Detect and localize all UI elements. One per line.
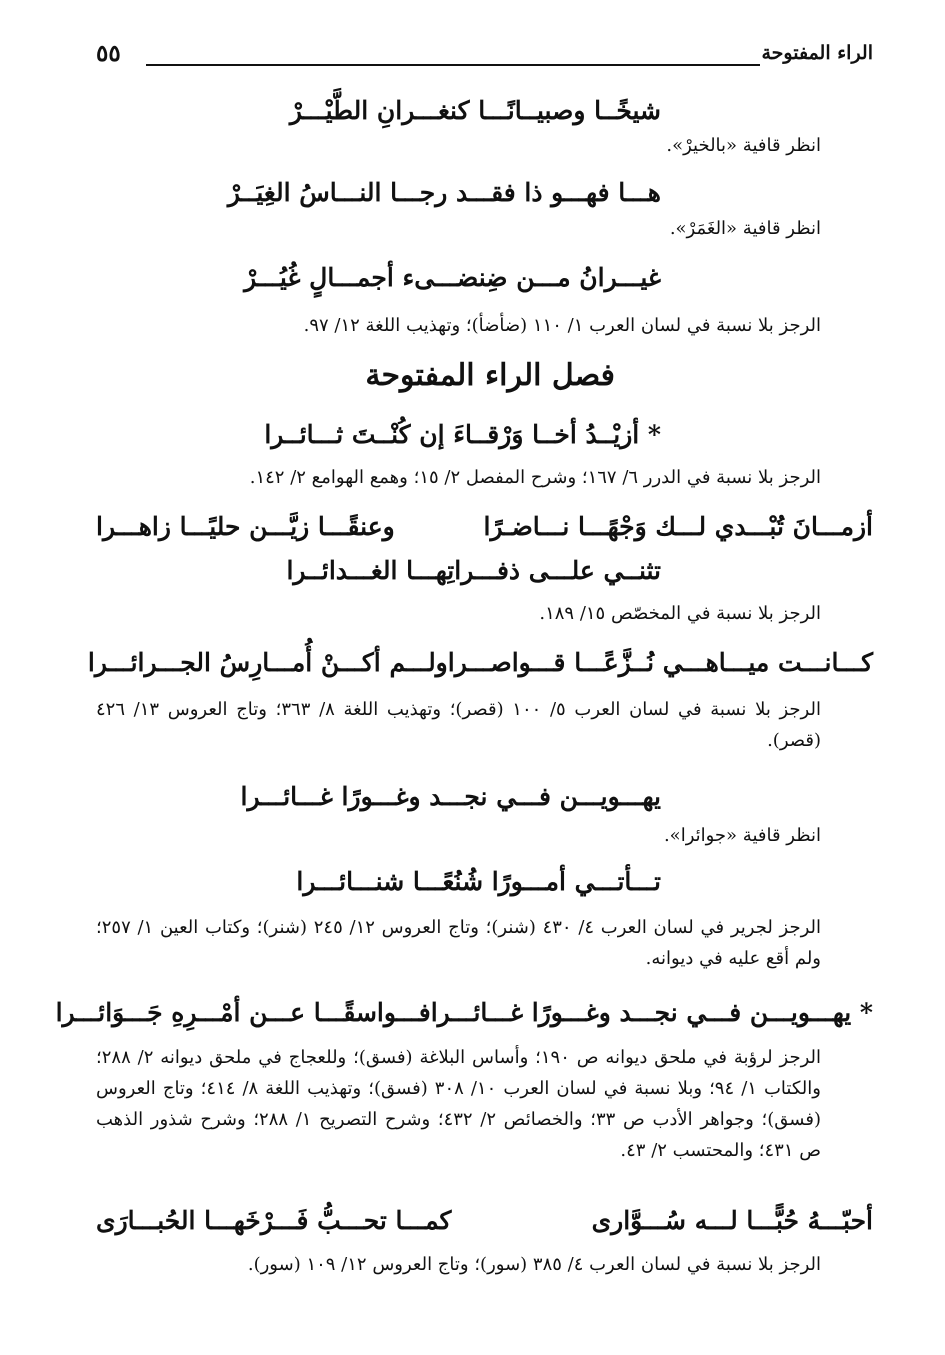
verse-hemistich-left: ولـــم أكـــنْ أُمـــارِسُ الجـــرائـــرا (87, 648, 448, 677)
verse-hemistich-right: كـــانـــت ميـــاهـــي نُــزَّعًـــا قـــواصـــرا (447, 648, 873, 677)
verse-hemistich-right: * يهـــويـــن فـــي نجـــد وغـــورًا غـــائـــرا (430, 998, 873, 1027)
reference-note: انظر قافية «الغَمَرْ». (669, 218, 821, 239)
verse-line: تثنــي علـــى ذفـــراتِهـــا الغـــدائــرا (286, 556, 661, 585)
header-rule (146, 64, 760, 66)
verse-couplet (96, 512, 873, 541)
verse-line: غيـــرانُ مـــن ضِنضـــىء أجمـــالٍ غُيُـــرْ (244, 263, 661, 292)
reference-note: انظر قافية «بالخيرْ». (666, 135, 821, 156)
reference-note: الرجز لرؤبة في ملحق ديوانه ص ١٩٠؛ وأساس البلاغة (فسق)؛ وللعجاج في ملحق ديوانه ٢/ ٢٨٨؛ والكتاب ١/ ٩٤؛ وبلا نسبة في لسان العرب ١٠/ ٣٠٨ (فسق)؛ وتهذيب اللغة ٨/ ٤١٤؛ وتاج العروس (فسق)؛ وجواهر الأدب ص ٣٣؛ والخصائص ٢/ ٤٣٢؛ وشرح التصريح ١/ ٢٨٨؛ وشرح شذور الذهب ص ٤٣١؛ والمحتسب ٢/ ٤٣. (96, 1047, 821, 1161)
verse-hemistich-right: أزمـــانَ تُبْـــدي لـــك وَجْهًـــا نـــاضـرًا (483, 512, 873, 541)
verse-line: * أزيْــدُ أخــا وَرْقــاءَ إن كُنْــتَ ثـــائــرا (264, 420, 661, 449)
page-number: ٥٥ (96, 40, 121, 67)
verse-line: تـــأتـــي أمـــورًا شُنُعًـــا شنـــائـــرا (296, 867, 661, 896)
reference-note: الرجز بلا نسبة في المخصّص ١٥/ ١٨٩. (539, 603, 821, 624)
verse-hemistich-right: أحبّـــهُ حُبًّـــا لـــه سُـــوَّارى (591, 1206, 873, 1235)
verse-hemistich-left: فـــواسقًـــا عـــن أمْـــرِهِ جَـــوَائـــرا (55, 998, 431, 1027)
reference-note: الرجز بلا نسبة في لسان العرب ٥/ ١٠٠ (قصر)؛ وتهذيب اللغة ٨/ ٣٦٣؛ وتاج العروس ١٣/ ٤٢٦ (قصر). (96, 699, 821, 751)
verse-line: يهـــويـــن فـــي نجـــد وغـــورًا غـــائـــرا (240, 782, 661, 811)
reference-note: الرجز لجرير في لسان العرب ٤/ ٤٣٠ (شنر)؛ وتاج العروس ١٢/ ٢٤٥ (شنر)؛ وكتاب العين ١/ ٢٥٧؛ ولم أقع عليه في ديوانه. (96, 917, 822, 969)
reference-note: الرجز بلا نسبة في الدرر ٦/ ١٦٧؛ وشرح المفصل ٢/ ١٥؛ وهمع الهوامع ٢/ ١٤٢. (249, 467, 821, 488)
reference-note: الرجز بلا نسبة في لسان العرب ٤/ ٣٨٥ (سور)؛ وتاج العروس ١٢/ ١٠٩ (سور). (247, 1254, 821, 1275)
running-header-title: الراء المفتوحة (761, 42, 873, 64)
reference-note: الرجز بلا نسبة في لسان العرب ١/ ١١٠ (ضأضأ)؛ وتهذيب اللغة ١٢/ ٩٧. (303, 315, 821, 336)
verse-couplet (55, 998, 873, 1027)
reference-note: انظر قافية «جوائرا». (663, 825, 821, 846)
verse-couplet (96, 1206, 873, 1235)
verse-couplet (87, 648, 873, 677)
verse-hemistich-left: وعنقًـــا زيَّـــن حليًـــا زاهـــرا (96, 512, 395, 541)
verse-hemistich-left: كمـــا تحـــبُّ فَـــرْخَهـــا الحُبـــارَى (96, 1206, 452, 1235)
verse-line: شيخًــا وصبيــانًـــا كنغـــرانِ الطَّيْـــرْ (289, 96, 661, 125)
verse-line: هـــا فهـــو ذا فقـــد رجـــا النـــاسُ الغِيَــرْ (227, 178, 661, 207)
section-heading: فصل الراء المفتوحة (365, 358, 615, 393)
